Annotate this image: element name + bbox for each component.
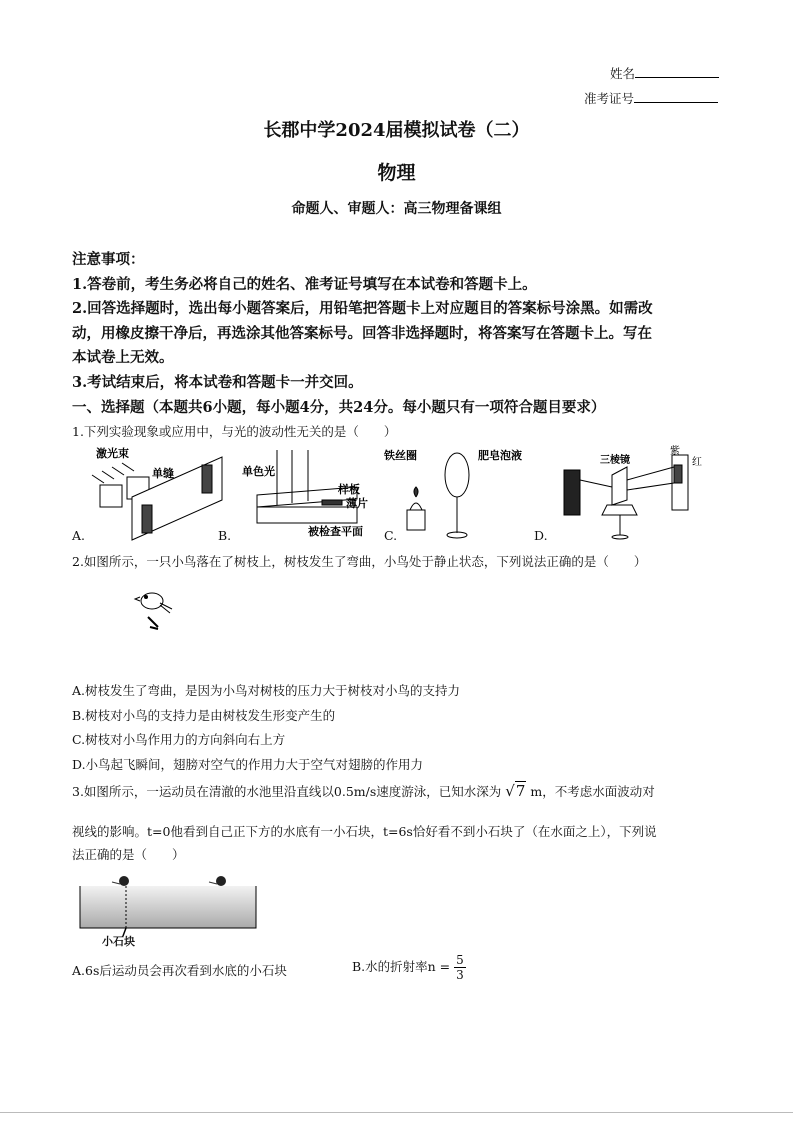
notice-heading: 注意事项： [72, 251, 145, 268]
q3-line-3: 法正确的是（ ） [72, 847, 185, 862]
q1-option-b: B. [218, 528, 232, 543]
fig-b-surface-label: 被检查平面 [308, 525, 363, 538]
name-field [610, 64, 719, 82]
q2-option-a: A.树枝发生了弯曲，是因为小鸟对树枝的压力大于树枝对小鸟的支持力 [72, 683, 461, 698]
q2-option-c: C.树枝对小鸟作用力的方向斜向右上方 [72, 732, 286, 747]
q1-option-c: C. [384, 528, 398, 543]
fraction-numerator: 5 [456, 953, 464, 967]
q1-option-a: A. [72, 528, 86, 543]
notice-item: 2.回答选择题时，选出每小题答案后，用铅笔把答题卡上对应题目的答案标号涂黑。如需改 [72, 300, 653, 317]
fig-a-slit-label: 单缝 [152, 467, 174, 480]
fig-d-violet-label: 紫 [670, 446, 680, 457]
fig-c-ring-label: 铁丝圈 [384, 449, 417, 462]
q1-option-d: D. [534, 528, 548, 543]
subject-title: 物理 [377, 162, 416, 184]
notice-item: 1.答卷前，考生务必将自己的姓名、准考证号填写在本试卷和答题卡上。 [72, 276, 537, 293]
fraction [454, 953, 466, 982]
q3-line-2: 视线的影响。t=0他看到自己正下方的水底有一小石块，t=6s恰好看不到小石块了（在水面之上），下列说 [72, 824, 657, 839]
id-field [584, 89, 718, 107]
notice-item: 本试卷上无效。 [72, 349, 174, 366]
fig-d-prism-label: 三棱镜 [600, 455, 630, 466]
bird-on-branch-figure [130, 583, 180, 633]
q1-figures [72, 445, 752, 545]
authors: 命题人、审题人：高三物理备课组 [291, 201, 502, 217]
q3-text: m，不考虑水面波动对 [530, 784, 655, 799]
fig-c-soap-label: 肥皂泡液 [478, 449, 522, 462]
q2-option-b: B.树枝对小鸟的支持力是由树枝发生形变产生的 [72, 708, 336, 723]
q3-option-b [352, 953, 466, 982]
q1-stem: 1.下列实验现象或应用中，与光的波动性无关的是（ ） [72, 424, 397, 439]
notice-item: 3.考试结束后，将本试卷和答题卡一并交回。 [72, 374, 363, 391]
stone-label: 小石块 [102, 935, 135, 948]
notice-item: 动，用橡皮擦干净后，再选涂其他答案标号。回答非选择题时，将答案写在答题卡上。写在 [72, 325, 652, 342]
q3-line-1 [72, 782, 655, 800]
q3-option-b-text: B.水的折射率n = [352, 959, 451, 974]
fig-b-light-label: 单色光 [242, 465, 275, 478]
fig-b-plate-label: 样板 [338, 483, 360, 496]
q2-option-d: D.小鸟起飞瞬间，翅膀对空气的作用力大于空气对翅膀的作用力 [72, 757, 424, 772]
fig-b-sheet-label: 薄片 [346, 497, 368, 510]
id-blank [634, 90, 718, 103]
q3-option-a: A.6s后运动员会再次看到水底的小石块 [72, 963, 287, 978]
q2-stem: 2.如图所示，一只小鸟落在了树枝上，树枝发生了弯曲，小鸟处于静止状态，下列说法正确的是（ ） [72, 554, 647, 569]
fraction-denominator: 3 [456, 968, 464, 982]
fig-a-laser-label: 激光束 [96, 447, 129, 460]
section-heading: 一、选择题（本题共6小题，每小题4分，共24分。每小题只有一项符合题目要求） [72, 399, 606, 416]
fig-c-soap-film [407, 453, 469, 538]
q3-text: 3.如图所示，一运动员在清澈的水池里沿直线以0.5m/s速度游泳，已知水深为 [72, 784, 502, 799]
id-label: 准考证号 [584, 91, 635, 106]
exam-title: 长郡中学2024届模拟试卷（二） [263, 120, 530, 141]
fig-d-red-label: 红 [692, 457, 702, 468]
name-label: 姓名 [610, 66, 636, 81]
fig-d-prism [564, 455, 688, 539]
sqrt-value: 7 [515, 782, 526, 800]
name-blank [635, 65, 719, 78]
page-bottom-rule [0, 1112, 793, 1113]
sqrt-symbol: √7 [505, 782, 526, 800]
